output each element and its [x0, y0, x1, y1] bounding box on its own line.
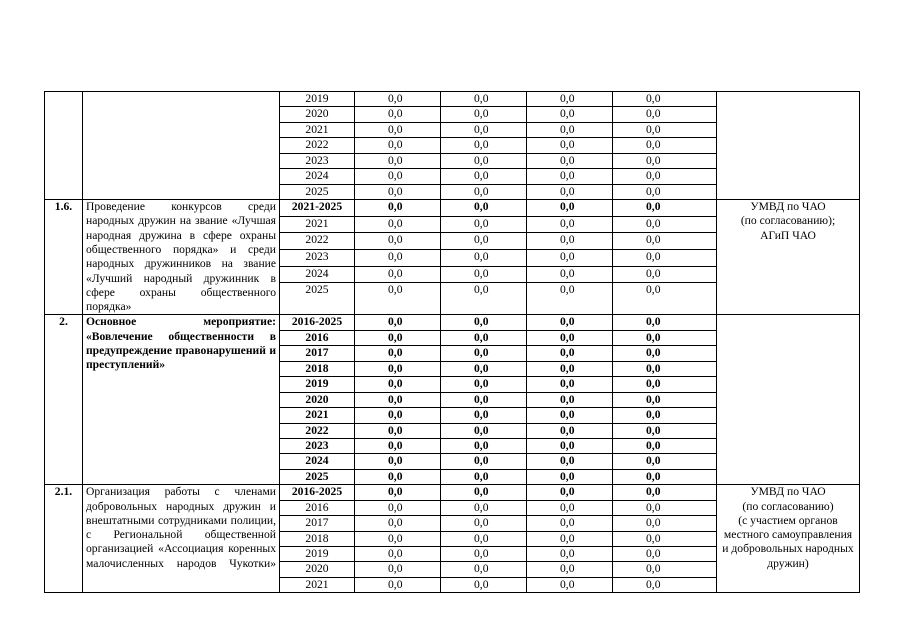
year-cell: 2016: [280, 500, 355, 515]
amount-cell: 0,0: [355, 500, 441, 515]
amount-cell: 0,0: [613, 531, 717, 546]
amount-cell: 0,0: [355, 438, 441, 453]
year-cell: 2021: [280, 122, 355, 137]
year-cell: 2025: [280, 184, 355, 199]
item-name-cell: [83, 92, 280, 200]
amount-cell: 0,0: [613, 361, 717, 376]
amount-cell: 0,0: [613, 330, 717, 345]
amount-cell: 0,0: [441, 249, 527, 266]
amount-cell: 0,0: [441, 531, 527, 546]
amount-cell: 0,0: [527, 283, 613, 315]
amount-cell: 0,0: [355, 200, 441, 217]
amount-cell: 0,0: [441, 577, 527, 592]
amount-cell: 0,0: [527, 516, 613, 531]
year-cell: 2022: [280, 423, 355, 438]
amount-cell: 0,0: [613, 315, 717, 330]
amount-cell: 0,0: [441, 153, 527, 168]
amount-cell: 0,0: [527, 107, 613, 122]
amount-cell: 0,0: [613, 92, 717, 107]
amount-cell: 0,0: [613, 216, 717, 233]
amount-cell: 0,0: [355, 531, 441, 546]
year-cell: 2020: [280, 107, 355, 122]
year-cell: 2017: [280, 516, 355, 531]
amount-cell: 0,0: [613, 423, 717, 438]
amount-cell: 0,0: [527, 438, 613, 453]
period-cell: 2016-2025: [280, 315, 355, 330]
amount-cell: 0,0: [613, 184, 717, 199]
amount-cell: 0,0: [355, 423, 441, 438]
amount-cell: 0,0: [355, 330, 441, 345]
amount-cell: 0,0: [613, 454, 717, 469]
amount-cell: 0,0: [441, 216, 527, 233]
amount-cell: 0,0: [527, 500, 613, 515]
amount-cell: 0,0: [355, 485, 441, 500]
amount-cell: 0,0: [613, 169, 717, 184]
amount-cell: 0,0: [441, 283, 527, 315]
table-row: [45, 200, 860, 217]
amount-cell: 0,0: [441, 408, 527, 423]
year-cell: 2023: [280, 153, 355, 168]
amount-cell: 0,0: [527, 153, 613, 168]
amount-cell: 0,0: [441, 423, 527, 438]
amount-cell: 0,0: [613, 516, 717, 531]
amount-cell: 0,0: [613, 438, 717, 453]
executor-cell: УМВД по ЧАО (по согласованию) (с участием органов местного самоуправления и добровольных народных дружин): [717, 485, 860, 593]
year-cell: 2020: [280, 562, 355, 577]
amount-cell: 0,0: [355, 92, 441, 107]
amount-cell: 0,0: [527, 122, 613, 137]
amount-cell: 0,0: [613, 392, 717, 407]
amount-cell: 0,0: [613, 200, 717, 217]
amount-cell: 0,0: [441, 562, 527, 577]
amount-cell: 0,0: [355, 346, 441, 361]
amount-cell: 0,0: [441, 107, 527, 122]
amount-cell: 0,0: [527, 562, 613, 577]
amount-cell: 0,0: [613, 377, 717, 392]
amount-cell: 0,0: [441, 516, 527, 531]
amount-cell: 0,0: [527, 169, 613, 184]
amount-cell: 0,0: [441, 122, 527, 137]
amount-cell: 0,0: [355, 361, 441, 376]
amount-cell: 0,0: [527, 531, 613, 546]
amount-cell: 0,0: [527, 315, 613, 330]
table-row: [45, 315, 860, 330]
year-cell: 2021: [280, 216, 355, 233]
year-cell: 2019: [280, 92, 355, 107]
amount-cell: 0,0: [613, 577, 717, 592]
amount-cell: 0,0: [441, 469, 527, 484]
year-cell: 2020: [280, 392, 355, 407]
year-cell: 2018: [280, 361, 355, 376]
amount-cell: 0,0: [527, 92, 613, 107]
item-number-cell: [45, 92, 83, 200]
amount-cell: 0,0: [613, 547, 717, 562]
item-name: Организация работы с членами добровольных народных дружин и внештатными сотрудниками полиции, с Региональной общественной организацией «Ассоциация коренных малочисленных народов Чукотки»: [83, 485, 280, 593]
amount-cell: 0,0: [441, 200, 527, 217]
amount-cell: 0,0: [527, 577, 613, 592]
amount-cell: 0,0: [613, 122, 717, 137]
amount-cell: 0,0: [527, 469, 613, 484]
amount-cell: 0,0: [355, 562, 441, 577]
amount-cell: 0,0: [355, 469, 441, 484]
executor-cell: [717, 315, 860, 485]
year-cell: 2016: [280, 330, 355, 345]
amount-cell: 0,0: [441, 315, 527, 330]
amount-cell: 0,0: [441, 92, 527, 107]
amount-cell: 0,0: [613, 283, 717, 315]
amount-cell: 0,0: [441, 233, 527, 250]
amount-cell: 0,0: [527, 454, 613, 469]
amount-cell: 0,0: [441, 138, 527, 153]
amount-cell: 0,0: [441, 500, 527, 515]
amount-cell: 0,0: [441, 266, 527, 283]
amount-cell: 0,0: [527, 346, 613, 361]
table-row: [45, 485, 860, 500]
amount-cell: 0,0: [613, 233, 717, 250]
item-number: 1.6.: [45, 200, 83, 315]
amount-cell: 0,0: [355, 169, 441, 184]
amount-cell: 0,0: [527, 233, 613, 250]
year-cell: 2022: [280, 233, 355, 250]
amount-cell: 0,0: [613, 346, 717, 361]
amount-cell: 0,0: [527, 361, 613, 376]
year-cell: 2021: [280, 408, 355, 423]
executor-cell: УМВД по ЧАО (по согласованию); АГиП ЧАО: [717, 200, 860, 315]
amount-cell: 0,0: [355, 122, 441, 137]
amount-cell: 0,0: [355, 408, 441, 423]
amount-cell: 0,0: [355, 377, 441, 392]
amount-cell: 0,0: [613, 408, 717, 423]
amount-cell: 0,0: [441, 438, 527, 453]
amount-cell: 0,0: [613, 153, 717, 168]
amount-cell: 0,0: [441, 169, 527, 184]
amount-cell: 0,0: [355, 216, 441, 233]
item-name: Проведение конкурсов среди народных дружин на звание «Лучшая народная дружина в сфере охраны общественного порядка» и среди народных дружинников на звание «Лучший народный дружинник в сфере охраны общественного порядка»: [83, 200, 280, 315]
amount-cell: 0,0: [441, 454, 527, 469]
table-row: [45, 92, 860, 107]
item-number: 2.1.: [45, 485, 83, 593]
amount-cell: 0,0: [527, 216, 613, 233]
amount-cell: 0,0: [527, 392, 613, 407]
amount-cell: 0,0: [355, 107, 441, 122]
period-cell: 2021-2025: [280, 200, 355, 217]
amount-cell: 0,0: [613, 107, 717, 122]
amount-cell: 0,0: [355, 184, 441, 199]
amount-cell: 0,0: [355, 153, 441, 168]
amount-cell: 0,0: [527, 377, 613, 392]
year-cell: 2024: [280, 266, 355, 283]
item-name: Основное мероприятие: «Вовлечение общественности в предупреждение правонарушений и преступлений»: [83, 315, 280, 485]
amount-cell: 0,0: [527, 249, 613, 266]
amount-cell: 0,0: [527, 423, 613, 438]
amount-cell: 0,0: [355, 138, 441, 153]
amount-cell: 0,0: [355, 283, 441, 315]
funding-table: [44, 91, 860, 593]
year-cell: 2023: [280, 249, 355, 266]
executor-cell: [717, 92, 860, 200]
amount-cell: 0,0: [441, 361, 527, 376]
amount-cell: 0,0: [527, 266, 613, 283]
amount-cell: 0,0: [527, 330, 613, 345]
amount-cell: 0,0: [355, 315, 441, 330]
year-cell: 2022: [280, 138, 355, 153]
amount-cell: 0,0: [441, 485, 527, 500]
amount-cell: 0,0: [613, 138, 717, 153]
year-cell: 2021: [280, 577, 355, 592]
year-cell: 2024: [280, 169, 355, 184]
item-number: 2.: [45, 315, 83, 485]
year-cell: 2024: [280, 454, 355, 469]
amount-cell: 0,0: [355, 392, 441, 407]
year-cell: 2025: [280, 469, 355, 484]
amount-cell: 0,0: [527, 485, 613, 500]
year-cell: 2019: [280, 547, 355, 562]
amount-cell: 0,0: [613, 249, 717, 266]
year-cell: 2018: [280, 531, 355, 546]
amount-cell: 0,0: [441, 377, 527, 392]
year-cell: 2017: [280, 346, 355, 361]
amount-cell: 0,0: [613, 562, 717, 577]
amount-cell: 0,0: [527, 200, 613, 217]
period-cell: 2016-2025: [280, 485, 355, 500]
year-cell: 2023: [280, 438, 355, 453]
amount-cell: 0,0: [355, 516, 441, 531]
amount-cell: 0,0: [355, 266, 441, 283]
amount-cell: 0,0: [527, 138, 613, 153]
amount-cell: 0,0: [441, 330, 527, 345]
amount-cell: 0,0: [613, 469, 717, 484]
amount-cell: 0,0: [355, 454, 441, 469]
year-cell: 2025: [280, 283, 355, 315]
amount-cell: 0,0: [441, 392, 527, 407]
year-cell: 2019: [280, 377, 355, 392]
amount-cell: 0,0: [441, 184, 527, 199]
amount-cell: 0,0: [355, 547, 441, 562]
amount-cell: 0,0: [355, 577, 441, 592]
amount-cell: 0,0: [441, 547, 527, 562]
amount-cell: 0,0: [613, 266, 717, 283]
amount-cell: 0,0: [527, 184, 613, 199]
amount-cell: 0,0: [355, 233, 441, 250]
amount-cell: 0,0: [527, 547, 613, 562]
amount-cell: 0,0: [355, 249, 441, 266]
amount-cell: 0,0: [527, 408, 613, 423]
amount-cell: 0,0: [441, 346, 527, 361]
amount-cell: 0,0: [613, 485, 717, 500]
amount-cell: 0,0: [613, 500, 717, 515]
